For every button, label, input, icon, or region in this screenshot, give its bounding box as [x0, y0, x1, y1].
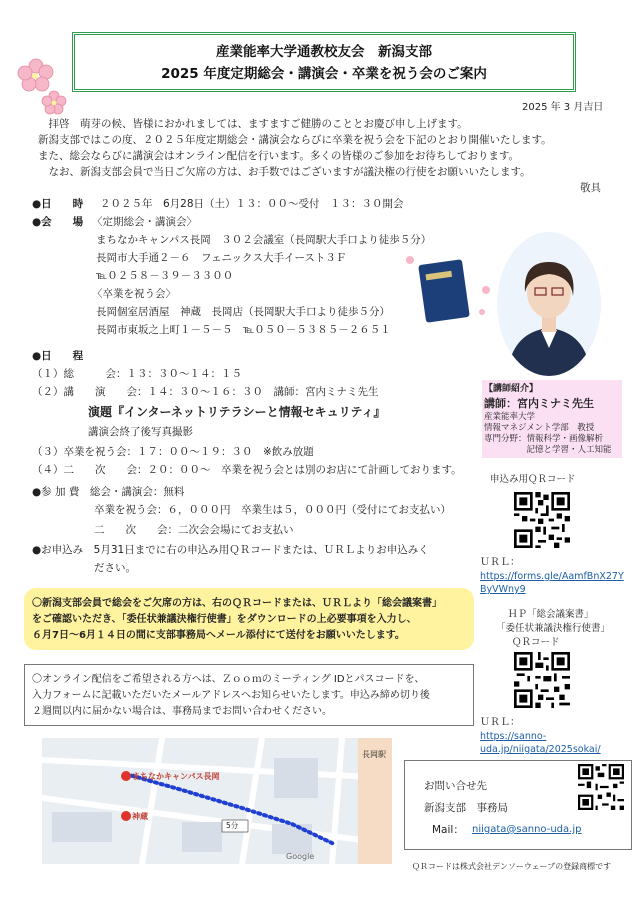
map-label-shinzo: 神蔵 — [132, 812, 148, 821]
contact-heading: お問い合せ先 — [424, 780, 487, 792]
photo-note: 講演会終了後写真撮影 — [88, 426, 193, 438]
map-walk-time: 5分 — [226, 821, 239, 830]
contact-mail-link[interactable]: niigata@sanno-uda.jp — [472, 824, 582, 835]
issue-date: 2025 年 3 月吉日 — [522, 102, 604, 113]
datetime-label: ●日 時 — [32, 198, 84, 210]
venue2-name: 長岡個室居酒屋 神蔵 長岡店（長岡駅大手口より徒歩５分） — [96, 306, 390, 318]
qr-trademark-note: ＱＲコードは株式会社デンソーウェーブの登録商標です — [412, 862, 612, 871]
page-subtitle: 2025 年度定期総会・講演会・卒業を祝う会のご案内 — [161, 66, 487, 82]
schedule-item: （３）卒業を祝う会：１７：００～１９：３０ ※飲み放題 — [32, 446, 314, 458]
application-url-label: ＵＲＬ： — [480, 557, 520, 568]
contact-qr-code[interactable] — [578, 764, 624, 810]
closing-word: 敬具 — [580, 182, 601, 194]
member-notice-line: ６月7日～6月１４日の間に支部事務局へメール添付にて送付をお願いいたします。 — [32, 630, 405, 641]
greeting-line: なお、新潟支部会員で当日ご欠席の方は、お手数ではございますが議決権の行使をお願いいたします。 — [38, 166, 531, 178]
greeting-line: 拝啓 萌芽の候、皆様におかれましては、ますますご健勝のこととお慶び申し上げます。 — [38, 118, 468, 130]
map-pin-campus — [121, 771, 131, 781]
page-title: 産業能率大学通教校友会 新潟支部 — [216, 44, 432, 60]
lecturer-detail: 産業能率大学 — [484, 412, 536, 422]
map-label-campus: まちなかキャンパス長岡 — [132, 772, 220, 781]
lecturer-photo — [497, 232, 601, 376]
hp-qr-label: ＨＰ「総会議案書」 — [508, 609, 594, 620]
datetime-value: ２０２５年 6月28日（土）１３：００～受付 １３：３０開会 — [100, 198, 404, 210]
apply-line: ださい。 — [94, 562, 136, 574]
venue-map[interactable] — [42, 738, 392, 864]
lecturer-detail: 記憶と学習・人工知能 — [484, 445, 612, 455]
map-provider: Google — [286, 852, 315, 861]
lecturer-detail: 専門分野：情報科学・画像解析 — [484, 434, 604, 444]
cherry-blossom-icon — [14, 54, 72, 116]
lecturer-name: 講師：宮内ミナミ先生 — [484, 397, 594, 410]
member-notice-line: 〇新潟支部会員で総会をご欠席の方は、右のＱＲコードまたは、ＵＲＬより「総会議案書」 — [32, 598, 442, 609]
contact-office: 新潟支部 事務局 — [424, 802, 508, 814]
online-notice-line: 入力フォームに記載いただいたメールアドレスへお知らせいたします。申込み締め切り後 — [32, 690, 430, 701]
hp-url-link[interactable]: uda.jp/niigata/2025sokai/ — [480, 744, 601, 755]
hp-qr-label: ＱＲコード — [512, 637, 560, 648]
lecturer-intro-label: 【講師紹介】 — [484, 384, 539, 394]
online-notice-line: 〇オンライン配信をご希望される方へは、Ｚｏｏｍのミーティング IDとパスコードを、 — [32, 674, 425, 685]
hp-url-label: ＵＲＬ： — [480, 717, 520, 728]
greeting-line: 新潟支部ではこの度、２０２５年度定期総会・講演会ならびに卒業を祝う会を下記のとおり開催いたします。 — [38, 134, 552, 146]
venue-label: ●会 場 — [32, 216, 84, 228]
schedule-label: ●日 程 — [32, 350, 84, 362]
notebook-icon — [402, 250, 492, 330]
application-qr-code[interactable] — [514, 492, 570, 548]
lecture-title: 演題『インターネットリテラシーと情報セキュリティ』 — [88, 405, 386, 419]
schedule-item: （１）総 会：１３：３０～１４：１５ — [32, 368, 242, 380]
hp-qr-label: 「委任状兼議決権行使書」 — [496, 623, 611, 634]
venue1-address: 長岡市大手通２－６ フェニックス大手イースト３Ｆ — [96, 252, 347, 264]
hp-url-link[interactable]: https://sanno- — [480, 731, 547, 742]
fee-line: 二 次 会：二次会会場にてお支払い — [94, 524, 294, 536]
contact-mail-label: Mail： — [432, 824, 464, 836]
hp-qr-code[interactable] — [514, 652, 570, 708]
map-pin-shinzo — [121, 811, 131, 821]
venue2-address: 長岡市東坂之上町１－５－５ ℡０５０－５３８５－２６５１ — [96, 324, 391, 336]
application-qr-label: 申込み用ＱＲコード — [490, 474, 576, 485]
greeting-line: また、総会ならびに講演会はオンライン配信を行います。多くの皆様のご参加をお待ちしております。 — [38, 150, 520, 162]
venue1-tel: ℡０２５８－３９－３３００ — [96, 270, 234, 282]
lecturer-detail: 情報マネジメント学部 教授 — [484, 423, 595, 433]
application-url-link[interactable]: https://forms.gle/AamfBnX27YByVWny9 — [480, 571, 624, 595]
map-label-station: 長岡駅 — [362, 750, 386, 759]
apply-line: ●お申込み 5月31日までに右の申込み用ＱＲコードまたは、ＵＲＬよりお申込みく — [32, 544, 429, 556]
venue2-heading: 〈卒業を祝う会〉 — [92, 288, 176, 300]
schedule-item: （２）講 演 会：１４：３０～１６：３０ 講師：宮内ミナミ先生 — [32, 386, 379, 398]
fee-line: 卒業を祝う会：６，０００円 卒業生は５，０００円（受付にてお支払い） — [94, 504, 451, 516]
member-notice-line: をご確認いただき、「委任状兼議決権行使書」をダウンロードの上必要事項を入力し、 — [32, 614, 417, 625]
schedule-item: （４）二 次 会：２０：００～ 卒業を祝う会とは別のお店にて計画しております。 — [32, 464, 462, 476]
fee-line: ●参 加 費 総会・講演会：無料 — [32, 486, 185, 498]
venue1-name: まちなかキャンパス長岡 ３０２会議室（長岡駅大手口より徒歩５分） — [96, 234, 432, 246]
title-frame — [72, 32, 576, 92]
venue1-heading: 〈定期総会・講演会〉 — [92, 216, 197, 228]
online-notice-line: ２週間以内に届かない場合は、事務局までお問い合わせください。 — [32, 706, 332, 717]
